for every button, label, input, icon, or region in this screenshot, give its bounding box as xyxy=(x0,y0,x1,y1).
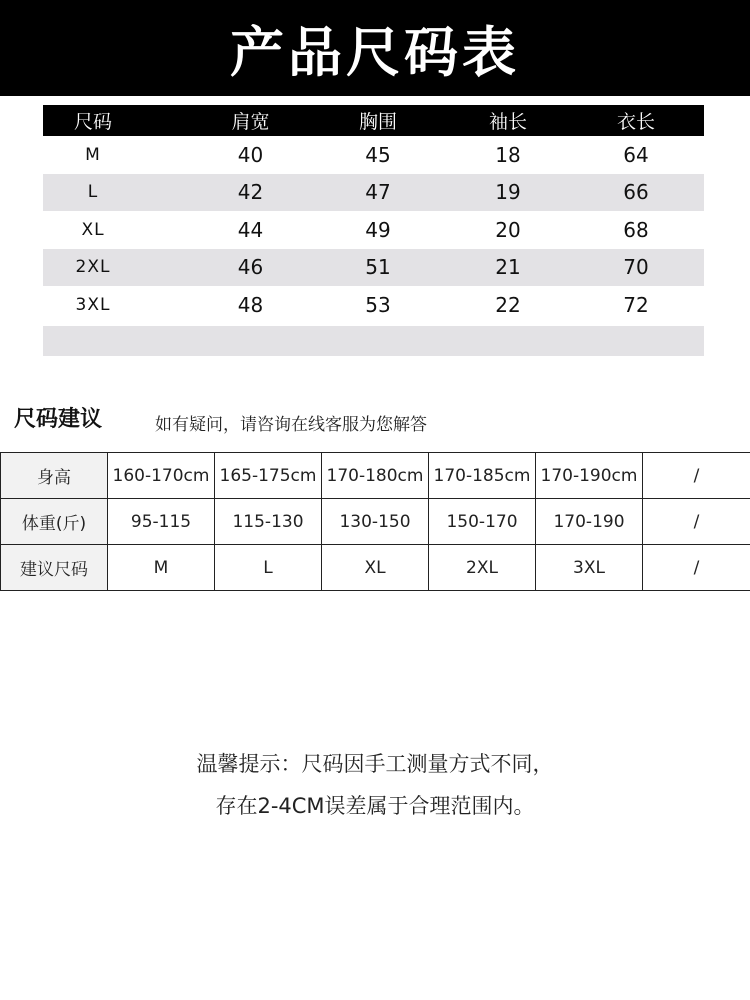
table-row xyxy=(43,174,704,212)
sleeve-cell: 22 xyxy=(495,292,521,317)
row-label: 体重(斤) xyxy=(1,499,108,545)
title-banner xyxy=(0,0,750,96)
height-cell: 170-180cm xyxy=(322,453,429,499)
size-cell: L xyxy=(87,182,99,203)
chest-cell: 51 xyxy=(365,255,391,280)
sleeve-cell: 19 xyxy=(495,180,521,205)
height-cell: 170-185cm xyxy=(429,453,536,499)
height-cell: / xyxy=(643,453,750,499)
size-cell: M xyxy=(85,144,101,165)
table-row xyxy=(43,286,704,324)
size-chart-header xyxy=(43,105,704,136)
header-shoulder: 肩宽 xyxy=(231,111,270,133)
sleeve-cell: 18 xyxy=(495,142,521,167)
weight-cell: 95-115 xyxy=(108,499,215,545)
length-cell: 66 xyxy=(623,180,649,205)
page-title: 产品尺码表 xyxy=(230,20,520,84)
recommended-size-row xyxy=(1,545,750,591)
length-cell: 64 xyxy=(623,142,649,167)
empty-table-row xyxy=(43,326,704,356)
shoulder-cell: 46 xyxy=(237,255,264,280)
shoulder-cell: 48 xyxy=(237,292,264,317)
header-size: 尺码 xyxy=(73,111,112,133)
weight-row xyxy=(1,499,750,545)
chest-cell: 47 xyxy=(365,180,391,205)
weight-cell: 170-190 xyxy=(536,499,643,545)
length-cell: 72 xyxy=(623,292,649,317)
size-cell: 2XL xyxy=(75,257,111,278)
table-row xyxy=(43,211,704,249)
shoulder-cell: 44 xyxy=(237,217,264,242)
tip-line-1: 温馨提示：尺码因手工测量方式不同， xyxy=(196,752,554,776)
size-cell: 3XL xyxy=(75,294,111,315)
shoulder-cell: 42 xyxy=(237,180,264,205)
length-cell: 70 xyxy=(623,255,649,280)
suggestion-subtitle: 如有疑问，请咨询在线客服为您解答 xyxy=(155,415,427,435)
header-chest: 胸围 xyxy=(358,111,397,133)
size-cell: L xyxy=(215,545,322,591)
height-row xyxy=(1,453,750,499)
size-chart-table xyxy=(43,105,704,324)
row-label: 身高 xyxy=(1,453,108,499)
size-cell: XL xyxy=(81,219,105,240)
suggestion-title: 尺码建议 xyxy=(14,407,103,432)
table-row xyxy=(43,136,704,174)
height-cell: 160-170cm xyxy=(108,453,215,499)
weight-cell: / xyxy=(643,499,750,545)
suggestion-table xyxy=(0,452,750,591)
size-cell: XL xyxy=(322,545,429,591)
weight-cell: 150-170 xyxy=(429,499,536,545)
size-cell: / xyxy=(643,545,750,591)
weight-cell: 130-150 xyxy=(322,499,429,545)
table-row xyxy=(43,249,704,287)
length-cell: 68 xyxy=(623,217,649,242)
chest-cell: 45 xyxy=(365,142,391,167)
size-cell: M xyxy=(108,545,215,591)
header-sleeve: 袖长 xyxy=(488,111,527,133)
weight-cell: 115-130 xyxy=(215,499,322,545)
chest-cell: 49 xyxy=(365,217,391,242)
row-label: 建议尺码 xyxy=(1,545,108,591)
size-cell: 2XL xyxy=(429,545,536,591)
tip-line-2: 存在2-4CM误差属于合理范围内。 xyxy=(215,794,535,818)
size-cell: 3XL xyxy=(536,545,643,591)
chest-cell: 53 xyxy=(365,292,391,317)
sleeve-cell: 20 xyxy=(495,217,521,242)
sleeve-cell: 21 xyxy=(495,255,521,280)
height-cell: 170-190cm xyxy=(536,453,643,499)
shoulder-cell: 40 xyxy=(237,142,264,167)
height-cell: 165-175cm xyxy=(215,453,322,499)
header-length: 衣长 xyxy=(616,111,655,133)
